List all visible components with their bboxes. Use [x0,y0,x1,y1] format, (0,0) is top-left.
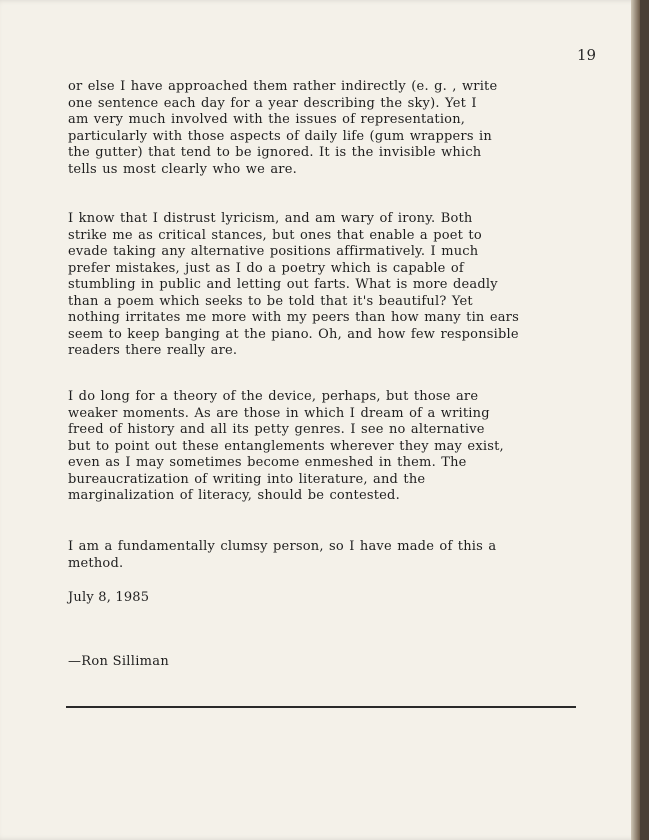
horizontal-rule [66,706,576,708]
text-line: tells us most clearly who we are. [68,161,297,177]
paragraph-theory-of-device [68,389,613,505]
text-line: weaker moments. As are those in which I dream of a writing [68,405,490,421]
text-line: but to point out these entanglements wherever they may exist, [68,438,504,454]
text-line: seem to keep banging at the piano. Oh, and how few responsible [68,326,519,342]
text-line: the gutter) that tend to be ignored. It is the invisible which [68,145,482,160]
author-signature: —Ron Silliman [68,654,170,669]
text-line: I do long for a theory of the device, perhaps, but those are [68,389,479,404]
text-line: one sentence each day for a year describing the sky). Yet I [68,95,477,111]
paragraph-representation [68,79,613,178]
text-line: I know that I distrust lyricism, and am wary of irony. Both [68,211,473,226]
text-line: even as I may sometimes become enmeshed in them. The [68,455,467,470]
text-line: nothing irritates me more with my peers than how many tin ears [68,310,519,325]
text-line: method. [68,555,124,571]
page-edge [631,0,640,840]
text-line: am very much involved with the issues of representation, [68,112,466,127]
page-number: 19 [577,46,597,64]
paragraph-method [68,539,613,572]
text-line: particularly with those aspects of daily life (gum wrappers in [68,128,492,144]
text-line: strike me as critical stances, but ones that enable a poet to [68,227,482,243]
paragraph-lyricism [68,211,613,360]
text-line: I am a fundamentally clumsy person, so I have made of this a [68,539,497,554]
text-line: evade taking any alternative positions affirmatively. I much [68,244,479,259]
text-line: marginalization of literacy, should be contested. [68,488,400,503]
text-line: readers there really are. [68,343,238,358]
text-line: or else I have approached them rather indirectly (e. g. , write [68,79,498,94]
text-line: freed of history and all its petty genres. I see no alternative [68,422,485,437]
text-line: than a poem which seeks to be told that it's beautiful? Yet [68,293,473,309]
date-line: July 8, 1985 [68,590,150,605]
text-line: prefer mistakes, just as I do a poetry which is capable of [68,260,464,276]
text-line: bureaucratization of writing into literature, and the [68,471,426,487]
text-line: stumbling in public and letting out farts. What is more deadly [68,277,498,292]
